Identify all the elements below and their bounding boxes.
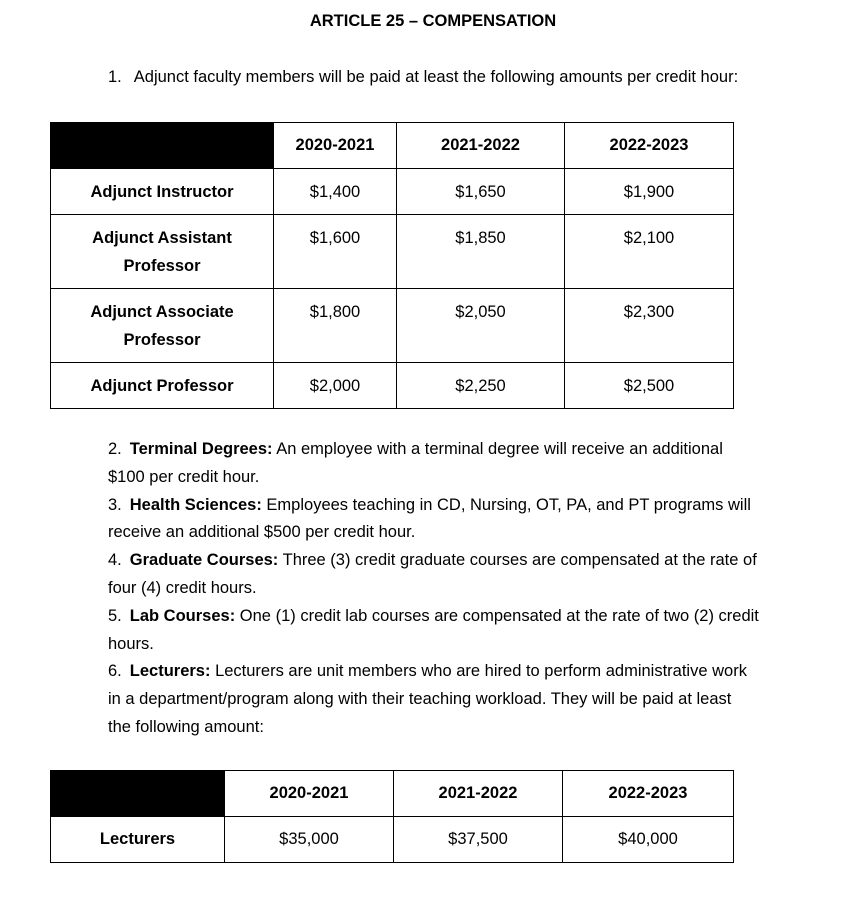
- table-cell: $1,650: [397, 169, 565, 215]
- table-cell: $2,300: [565, 289, 734, 363]
- intro-text: Adjunct faculty members will be paid at least the following amounts per credit hour:: [133, 68, 739, 86]
- list-item: 2. Terminal Degrees: An employee with a terminal degree will receive an additional $100 per credit hour.: [108, 440, 723, 486]
- table-header-row: [51, 771, 734, 817]
- intro-paragraph: [108, 68, 738, 87]
- column-header: 2020-2021: [274, 123, 397, 169]
- column-header: 2022-2023: [565, 123, 734, 169]
- column-header: 2021-2022: [397, 123, 565, 169]
- table-cell: $2,000: [274, 363, 397, 409]
- table-header-row: [51, 123, 734, 169]
- table-cell: $1,600: [274, 215, 397, 289]
- row-label: Adjunct Instructor: [51, 169, 274, 215]
- table-row: [51, 169, 734, 215]
- table-cell: $37,500: [394, 817, 563, 863]
- table-row: [51, 289, 734, 363]
- column-header: 2021-2022: [394, 771, 563, 817]
- table-cell: $2,050: [397, 289, 565, 363]
- table-cell: $1,400: [274, 169, 397, 215]
- table-cell: $1,900: [565, 169, 734, 215]
- article-title: ARTICLE 25 – COMPENSATION: [309, 12, 557, 30]
- column-header: 2020-2021: [225, 771, 394, 817]
- header-blank-cell: [51, 123, 274, 169]
- list-item: 5. Lab Courses: One (1) credit lab courses are compensated at the rate of two (2) credit hours.: [108, 606, 759, 653]
- row-label: Adjunct Associate Professor: [51, 289, 274, 363]
- table-cell: $1,800: [274, 289, 397, 363]
- table-cell: $1,850: [397, 215, 565, 289]
- compensation-items: [108, 436, 823, 742]
- header-blank-cell: [51, 771, 225, 817]
- column-header: 2022-2023: [563, 771, 734, 817]
- table-cell: $35,000: [225, 817, 394, 863]
- table-row: [51, 215, 734, 289]
- table-cell: $2,250: [397, 363, 565, 409]
- table-row: [51, 817, 734, 863]
- row-label: Lecturers: [51, 817, 225, 863]
- table-cell: $40,000: [563, 817, 734, 863]
- intro-number: 1.: [108, 68, 122, 86]
- row-label: Adjunct Assistant Professor: [51, 215, 274, 289]
- list-item: 4. Graduate Courses: Three (3) credit graduate courses are compensated at the rate of four (4) credit hours.: [108, 551, 757, 597]
- list-item: 6. Lecturers: Lecturers are unit members who are hired to perform administrative work in a department/program along with their teaching workload. They will be paid at least the following amount:: [108, 662, 747, 736]
- lecturer-pay-table: [50, 770, 734, 863]
- table-cell: $2,100: [565, 215, 734, 289]
- list-item: 3. Health Sciences: Employees teaching in CD, Nursing, OT, PA, and PT programs will receive an additional $500 per credit hour.: [108, 495, 751, 542]
- row-label: Adjunct Professor: [51, 363, 274, 409]
- table-row: [51, 363, 734, 409]
- adjunct-pay-table: [50, 122, 734, 409]
- table-cell: $2,500: [565, 363, 734, 409]
